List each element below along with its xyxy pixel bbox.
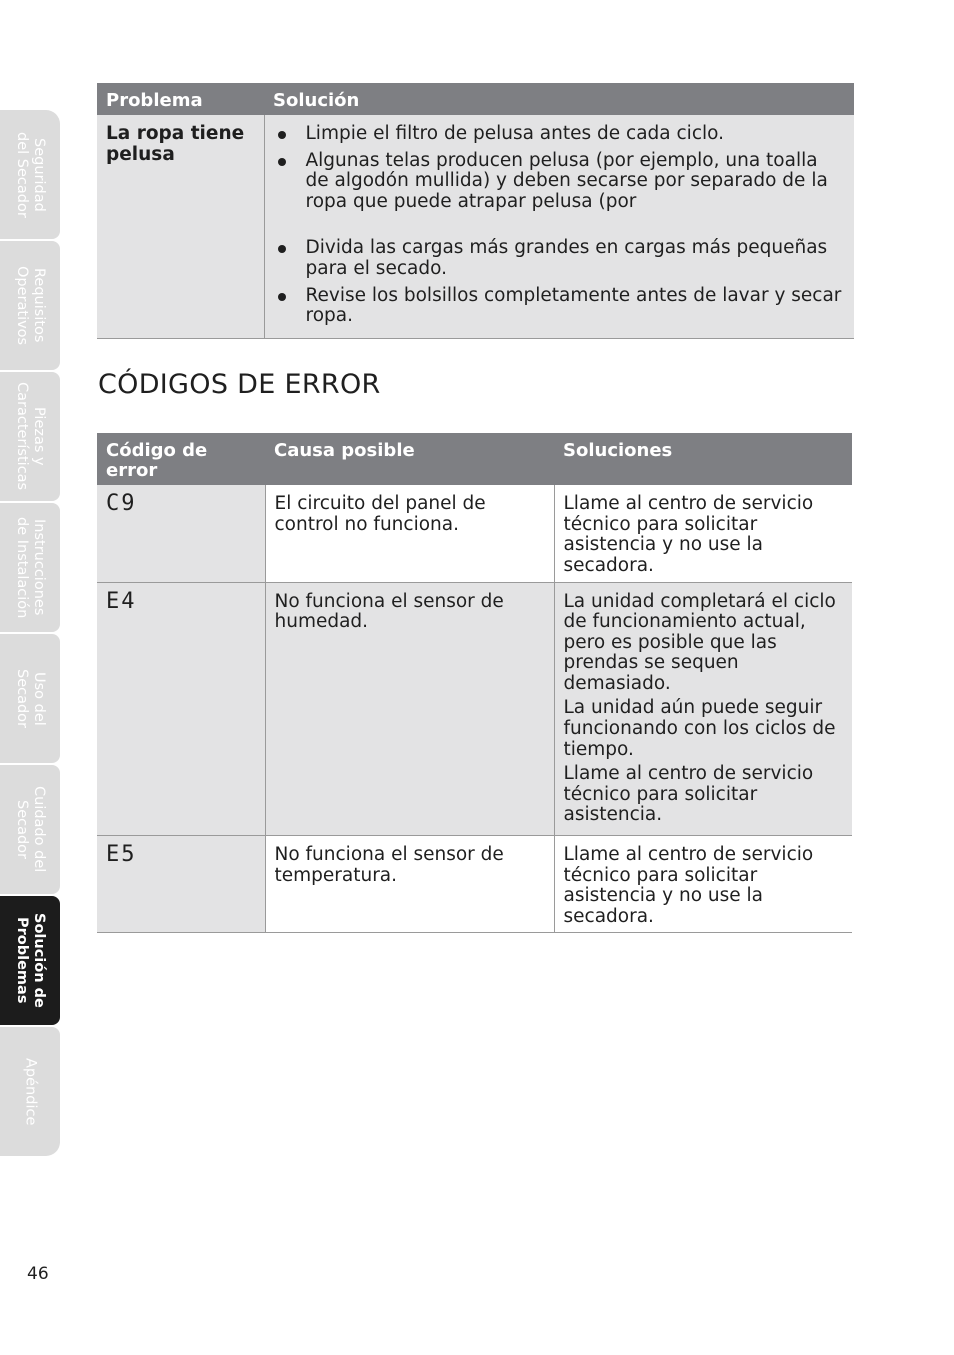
list-item: Algunas telas producen pelusa (por ejemplo, una toalla de algodón mullida) y deben secarse por separado de la ropa que puede atrapar pelusa (por xyxy=(274,151,846,213)
header-causa: Causa posible xyxy=(265,433,554,485)
error-code-table xyxy=(97,433,852,933)
header-codigo: Código de error xyxy=(97,433,265,485)
tab-piezas[interactable] xyxy=(0,372,60,501)
problem-cell: La ropa tiene pelusa xyxy=(97,115,264,338)
header-solucion: Solución xyxy=(264,83,854,115)
error-code: E5 xyxy=(106,842,137,868)
table-row xyxy=(97,485,852,582)
section-heading: CÓDIGOS DE ERROR xyxy=(98,369,381,400)
solution-paragraph: Llame al centro de servicio técnico para solicitar asistencia. xyxy=(563,763,814,826)
cause-cell: No funciona el sensor de temperatura. xyxy=(265,836,554,933)
solutions-cell xyxy=(554,582,852,836)
tab-apendice[interactable] xyxy=(0,1027,60,1156)
tab-label: Seguridad del Secador xyxy=(14,131,47,218)
error-code-cell xyxy=(97,582,265,836)
tab-requisitos[interactable] xyxy=(0,241,60,370)
table-row xyxy=(97,115,854,338)
solution-list xyxy=(274,124,846,327)
tab-solucion[interactable] xyxy=(0,896,60,1025)
cause-cell: No funciona el sensor de humedad. xyxy=(265,582,554,836)
table-row xyxy=(97,836,852,933)
tab-label: Piezas y Características xyxy=(14,382,47,491)
tab-label: Solución de Problemas xyxy=(14,913,47,1008)
tab-uso[interactable] xyxy=(0,634,60,763)
tab-label: Cuidado del Secador xyxy=(14,786,47,873)
solution-cell xyxy=(264,115,854,338)
list-item: Revise los bolsillos completamente antes de lavar y secar ropa. xyxy=(274,286,846,327)
tab-label: Instrucciones de Instalación xyxy=(14,516,47,619)
solution-paragraph: La unidad completará el ciclo de funcionamiento actual, pero es posible que las prendas se sequen demasiado. xyxy=(563,590,836,694)
tab-instrucciones[interactable] xyxy=(0,503,60,632)
error-code-cell xyxy=(97,836,265,933)
list-item: Limpie el filtro de pelusa antes de cada ciclo. xyxy=(274,124,846,145)
header-soluciones: Soluciones xyxy=(554,433,852,485)
table-row xyxy=(97,582,852,836)
tab-label: Requisitos Operativos xyxy=(14,265,47,346)
header-problema: Problema xyxy=(97,83,264,115)
solutions-cell: Llame al centro de servicio técnico para solicitar asistencia y no use la secadora. xyxy=(554,485,852,582)
error-code: E4 xyxy=(106,588,137,614)
tab-label: Apéndice xyxy=(22,1057,39,1126)
tab-label: Uso del Secador xyxy=(14,668,47,729)
error-code: C9 xyxy=(106,491,137,516)
cause-cell: El circuito del panel de control no funciona. xyxy=(265,485,554,582)
table-header-row xyxy=(97,433,852,485)
list-item: Divida las cargas más grandes en cargas más pequeñas para el secado. xyxy=(274,238,846,279)
solutions-cell: Llame al centro de servicio técnico para solicitar asistencia y no use la secadora. xyxy=(554,836,852,933)
page-number: 46 xyxy=(27,1264,49,1284)
tab-seguridad[interactable] xyxy=(0,110,60,239)
tab-cuidado[interactable] xyxy=(0,765,60,894)
solution-paragraph: La unidad aún puede seguir funcionando con los ciclos de tiempo. xyxy=(563,697,836,760)
error-code-cell xyxy=(97,485,265,582)
problem-table xyxy=(97,83,854,339)
table-header-row xyxy=(97,83,854,115)
section-tabs xyxy=(0,110,60,1158)
